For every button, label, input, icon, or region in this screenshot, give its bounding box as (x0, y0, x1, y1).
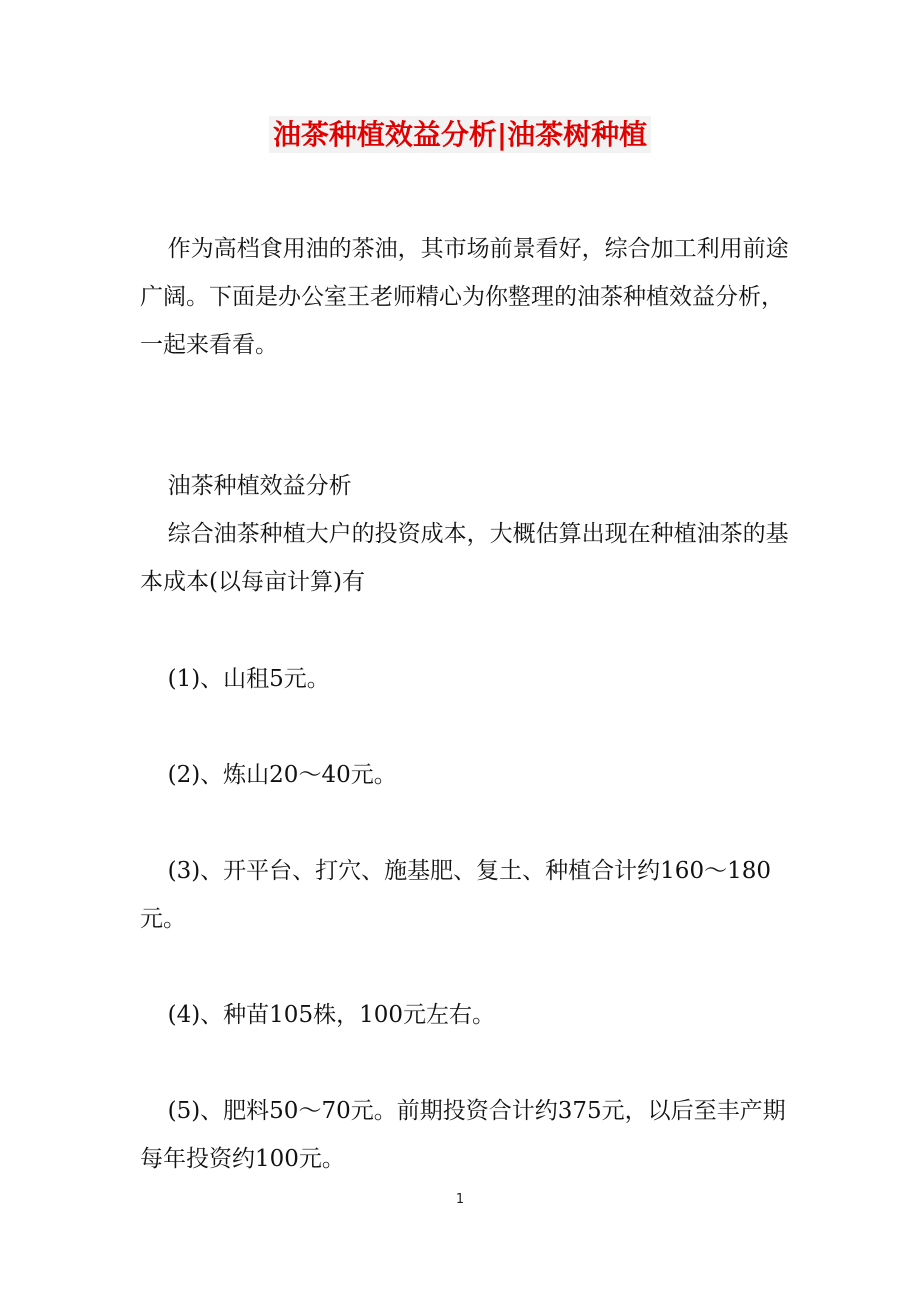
section-heading: 油茶种植效益分析 (167, 473, 352, 499)
intro-paragraph: 作为高档食用油的茶油，其市场前景看好，综合加工利用前途广阔。下面是办公室王老师精心为你整理的油茶种植效益分析，一起来看看。 (140, 236, 789, 358)
cost-item-5: (5)、肥料50～70元。前期投资合计约375元，以后至丰产期每年投资约100元。 (140, 1098, 786, 1172)
cost-item-3: (3)、开平台、打穴、施基肥、复土、种植合计约160～180元。 (140, 858, 771, 932)
page-number: 1 (455, 1192, 465, 1207)
cost-item-2: (2)、炼山20～40元。 (167, 762, 397, 788)
cost-item-4: (4)、种苗105株，100元左右。 (167, 1002, 495, 1028)
document-title (0, 112, 920, 158)
section-intro-paragraph: 综合油茶种植大户的投资成本，大概估算出现在种植油茶的基本成本(以每亩计算)有 (140, 521, 789, 595)
cost-item-1: (1)、山租5元。 (167, 666, 330, 692)
title-text: 油茶种植效益分析|油茶树种植 (269, 116, 651, 153)
